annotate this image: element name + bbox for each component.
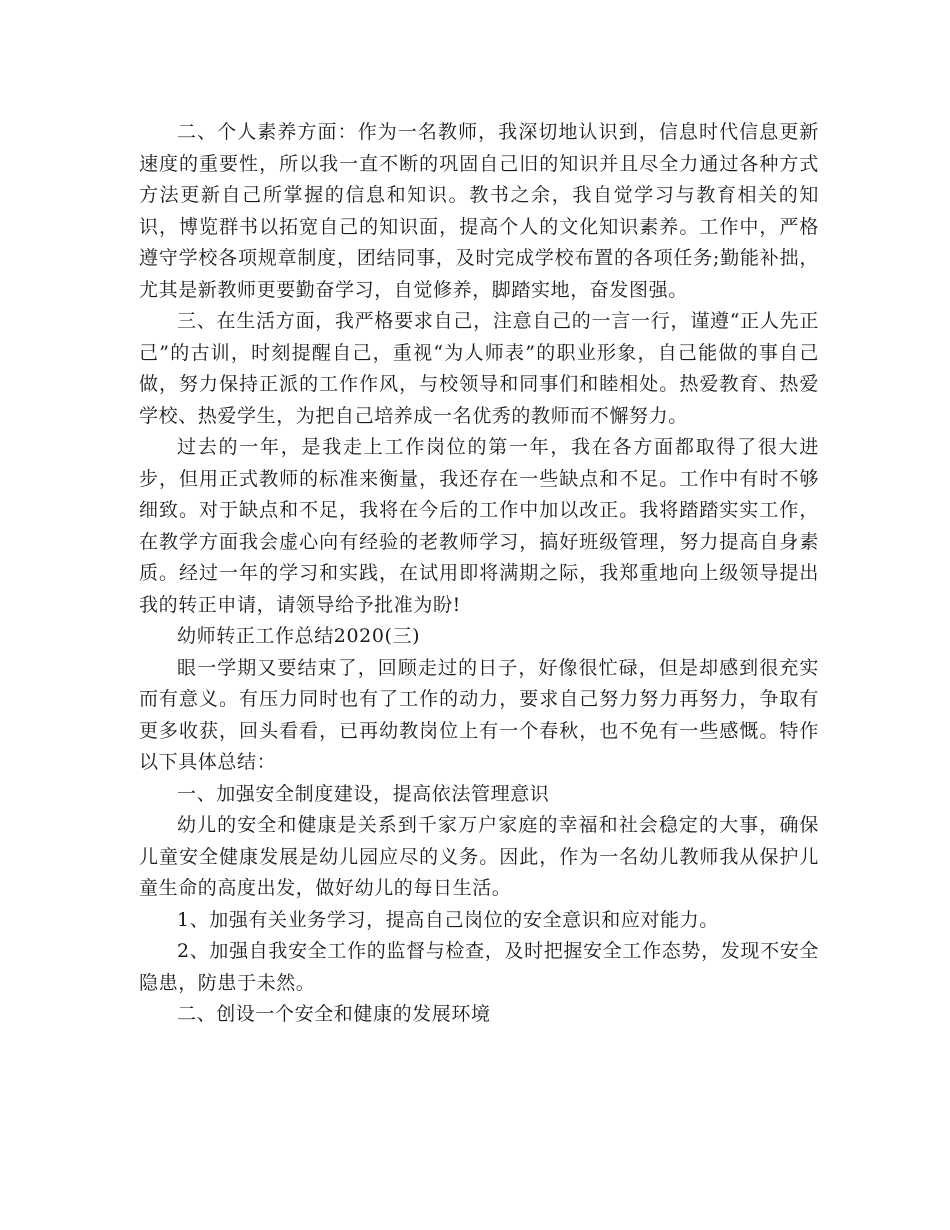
document-body <box>139 117 819 1031</box>
paragraph-past-year: 过去的一年，是我走上工作岗位的第一年，我在各方面都取得了很大进步，但用正式教师的标准来衡量，我还存在一些缺点和不足。工作中有时不够细致。对于缺点和不足，我将在今后的工作中加以改正。我将踏踏实实工作，在教学方面我会虚心向有经验的老教师学习，搞好班级管理，努力提高自身素质。经过一年的学习和实践，在试用即将满期之际，我郑重地向上级领导提出我的转正申请，请领导给予批准为盼! <box>139 436 819 616</box>
paragraph-life-aspect: 三、在生活方面，我严格要求自己，注意自己的一言一行，谨遵“正人先正己”的古训，时刻提醒自己，重视“为人师表”的职业形象，自己能做的事自己做，努力保持正派的工作作风，与校领导和同事们和睦相处。热爱教育、热爱学校、热爱学生，为把自己培养成一名优秀的教师而不懈努力。 <box>139 310 819 427</box>
paragraph-personal-quality: 二、个人素养方面：作为一名教师，我深切地认识到，信息时代信息更新速度的重要性，所以我一直不断的巩固自己旧的知识并且尽全力通过各种方式方法更新自己所掌握的信息和知识。教书之余，我自觉学习与教育相关的知识，博览群书以拓宽自己的知识面，提高个人的文化知识素养。工作中，严格遵守学校各项规章制度，团结同事，及时完成学校布置的各项任务;勤能补拙，尤其是新教师更要勤奋学习，自觉修养，脚踏实地，奋发图强。 <box>139 121 819 301</box>
list-item-2: 2、加强自我安全工作的监督与检查，及时把握安全工作态势，发现不安全隐患，防患于未然。 <box>139 940 819 994</box>
list-item-1: 1、加强有关业务学习，提高自己岗位的安全意识和应对能力。 <box>177 908 719 931</box>
paragraph-semester-intro: 眼一学期又要结束了，回顾走过的日子，好像很忙碌，但是却感到很充实而有意义。有压力同时也有了工作的动力，要求自己努力努力再努力，争取有更多收获，回头看看，已再幼教岗位上有一个春秋，也不免有一些感慨。特作以下具体总结： <box>139 656 819 773</box>
heading-safe-environment: 二、创设一个安全和健康的发展环境 <box>177 1003 491 1025</box>
heading-safety-system: 一、加强安全制度建设，提高依法管理意识 <box>177 782 550 805</box>
paragraph-child-safety: 幼儿的安全和健康是关系到千家万户家庭的幸福和社会稳定的大事，确保儿童安全健康发展是幼儿园应尽的义务。因此，作为一名幼儿教师我从保护儿童生命的高度出发，做好幼儿的每日生活。 <box>139 814 819 899</box>
section-heading-summary-3: 幼师转正工作总结2020(三) <box>177 625 421 647</box>
